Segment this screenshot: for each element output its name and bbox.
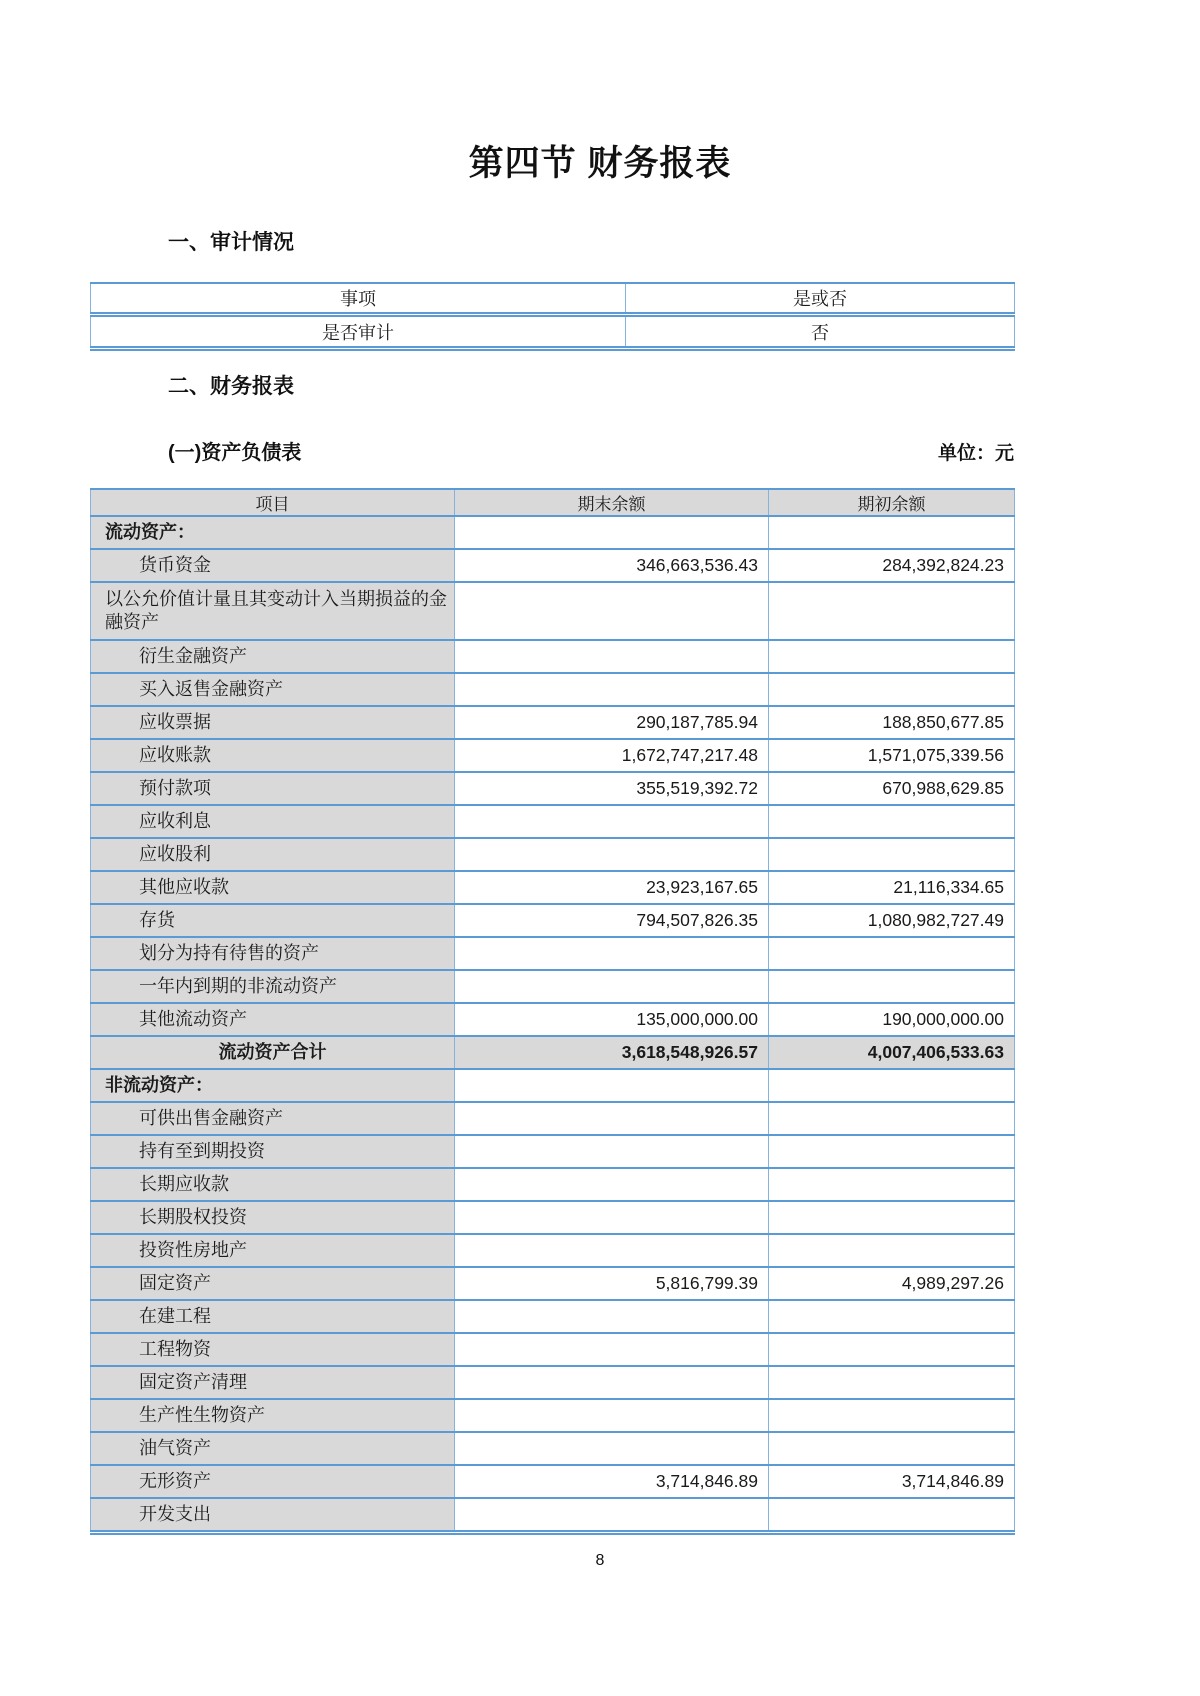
cell-ending-balance <box>455 838 769 871</box>
table-row <box>91 1498 1015 1533</box>
cell-ending-balance <box>455 1399 769 1432</box>
cell-ending-balance <box>455 1366 769 1399</box>
cell-ending-balance: 135,000,000.00 <box>455 1003 769 1036</box>
cell-ending-balance <box>455 673 769 706</box>
cell-item-label: 固定资产清理 <box>91 1366 455 1399</box>
table-row <box>91 673 1015 706</box>
cell-beginning-balance <box>769 970 1015 1003</box>
cell-item-label: 其他应收款 <box>91 871 455 904</box>
cell-item-label: 货币资金 <box>91 549 455 582</box>
cell-beginning-balance: 670,988,629.85 <box>769 772 1015 805</box>
cell-ending-balance: 5,816,799.39 <box>455 1267 769 1300</box>
table-row <box>91 1036 1015 1069</box>
table-row <box>91 1135 1015 1168</box>
cell-beginning-balance <box>769 1399 1015 1432</box>
cell-item-label: 固定资产 <box>91 1267 455 1300</box>
cell-ending-balance <box>455 970 769 1003</box>
table-row <box>91 772 1015 805</box>
cell-ending-balance <box>455 1102 769 1135</box>
cell-ending-balance <box>455 582 769 640</box>
cell-item-label: 流动资产： <box>91 516 455 549</box>
balance-sheet-header-row <box>91 489 1015 516</box>
cell-beginning-balance <box>769 1333 1015 1366</box>
col-header-beginning-balance: 期初余额 <box>769 489 1015 516</box>
table-row <box>91 1300 1015 1333</box>
cell-beginning-balance <box>769 673 1015 706</box>
cell-beginning-balance: 21,116,334.65 <box>769 871 1015 904</box>
page-title: 第四节 财务报表 <box>468 144 732 183</box>
cell-ending-balance <box>455 805 769 838</box>
table-row <box>91 1069 1015 1102</box>
audit-col-header-yesno: 是或否 <box>626 283 1015 315</box>
table-row <box>91 516 1015 549</box>
cell-ending-balance <box>455 1168 769 1201</box>
audit-cell-yesno: 否 <box>626 315 1015 349</box>
cell-item-label: 无形资产 <box>91 1465 455 1498</box>
table-row <box>91 904 1015 937</box>
table-row <box>91 1234 1015 1267</box>
table-row <box>91 549 1015 582</box>
cell-item-label: 开发支出 <box>91 1498 455 1533</box>
cell-beginning-balance <box>769 1234 1015 1267</box>
cell-ending-balance: 3,618,548,926.57 <box>455 1036 769 1069</box>
cell-beginning-balance <box>769 1201 1015 1234</box>
cell-ending-balance: 794,507,826.35 <box>455 904 769 937</box>
cell-beginning-balance <box>769 640 1015 673</box>
table-row <box>91 1333 1015 1366</box>
cell-item-label: 可供出售金融资产 <box>91 1102 455 1135</box>
table-row <box>91 1168 1015 1201</box>
cell-beginning-balance: 1,080,982,727.49 <box>769 904 1015 937</box>
cell-beginning-balance: 3,714,846.89 <box>769 1465 1015 1498</box>
col-header-item: 项目 <box>91 489 455 516</box>
cell-ending-balance: 290,187,785.94 <box>455 706 769 739</box>
table-row <box>91 739 1015 772</box>
cell-ending-balance <box>455 1333 769 1366</box>
cell-ending-balance <box>455 1234 769 1267</box>
cell-item-label: 划分为持有待售的资产 <box>91 937 455 970</box>
audit-data-row <box>91 315 1015 349</box>
cell-item-label: 以公允价值计量且其变动计入当期损益的金融资产 <box>91 582 455 640</box>
balance-sheet-subheading: (一)资产负债表 <box>168 442 302 464</box>
balance-sheet-table <box>90 488 1015 1535</box>
cell-beginning-balance <box>769 805 1015 838</box>
cell-beginning-balance: 1,571,075,339.56 <box>769 739 1015 772</box>
cell-beginning-balance <box>769 1135 1015 1168</box>
cell-beginning-balance: 284,392,824.23 <box>769 549 1015 582</box>
table-row <box>91 1465 1015 1498</box>
section-heading-audit: 一、审计情况 <box>168 231 294 254</box>
cell-beginning-balance <box>769 1069 1015 1102</box>
cell-item-label: 长期股权投资 <box>91 1201 455 1234</box>
cell-beginning-balance <box>769 937 1015 970</box>
cell-ending-balance: 355,519,392.72 <box>455 772 769 805</box>
cell-ending-balance <box>455 1498 769 1533</box>
cell-beginning-balance <box>769 1300 1015 1333</box>
cell-ending-balance <box>455 640 769 673</box>
table-row <box>91 1003 1015 1036</box>
cell-beginning-balance <box>769 1498 1015 1533</box>
cell-beginning-balance <box>769 582 1015 640</box>
cell-beginning-balance <box>769 1168 1015 1201</box>
cell-beginning-balance <box>769 1366 1015 1399</box>
cell-ending-balance <box>455 516 769 549</box>
cell-item-label: 其他流动资产 <box>91 1003 455 1036</box>
cell-item-label: 存货 <box>91 904 455 937</box>
cell-ending-balance: 1,672,747,217.48 <box>455 739 769 772</box>
cell-item-label: 持有至到期投资 <box>91 1135 455 1168</box>
cell-beginning-balance <box>769 838 1015 871</box>
table-row <box>91 937 1015 970</box>
cell-ending-balance: 23,923,167.65 <box>455 871 769 904</box>
cell-ending-balance <box>455 1135 769 1168</box>
table-row <box>91 805 1015 838</box>
cell-item-label: 预付款项 <box>91 772 455 805</box>
cell-ending-balance: 3,714,846.89 <box>455 1465 769 1498</box>
table-row <box>91 871 1015 904</box>
cell-beginning-balance <box>769 516 1015 549</box>
table-row <box>91 1102 1015 1135</box>
table-row <box>91 1432 1015 1465</box>
unit-label: 单位：元 <box>937 443 1014 464</box>
cell-beginning-balance <box>769 1432 1015 1465</box>
table-row <box>91 582 1015 640</box>
cell-item-label: 应收账款 <box>91 739 455 772</box>
cell-item-label: 衍生金融资产 <box>91 640 455 673</box>
section-heading-financial-statements: 二、财务报表 <box>168 375 294 398</box>
table-row <box>91 970 1015 1003</box>
cell-item-label: 应收利息 <box>91 805 455 838</box>
cell-ending-balance: 346,663,536.43 <box>455 549 769 582</box>
cell-item-label: 油气资产 <box>91 1432 455 1465</box>
cell-item-label: 非流动资产： <box>91 1069 455 1102</box>
audit-cell-item: 是否审计 <box>91 315 626 349</box>
cell-item-label: 长期应收款 <box>91 1168 455 1201</box>
balance-sheet-body <box>91 516 1015 1533</box>
cell-beginning-balance: 190,000,000.00 <box>769 1003 1015 1036</box>
table-row <box>91 1267 1015 1300</box>
table-row <box>91 1201 1015 1234</box>
table-row <box>91 838 1015 871</box>
cell-item-label: 应收票据 <box>91 706 455 739</box>
cell-ending-balance <box>455 1432 769 1465</box>
cell-item-label: 在建工程 <box>91 1300 455 1333</box>
cell-beginning-balance: 188,850,677.85 <box>769 706 1015 739</box>
cell-item-label: 投资性房地产 <box>91 1234 455 1267</box>
balance-sheet-caption-line <box>90 436 1014 465</box>
audit-header-row <box>91 283 1015 315</box>
cell-ending-balance <box>455 1300 769 1333</box>
cell-beginning-balance: 4,989,297.26 <box>769 1267 1015 1300</box>
table-row <box>91 706 1015 739</box>
cell-item-label: 应收股利 <box>91 838 455 871</box>
audit-col-header-item: 事项 <box>91 283 626 315</box>
cell-ending-balance <box>455 1201 769 1234</box>
cell-ending-balance <box>455 1069 769 1102</box>
cell-item-label: 一年内到期的非流动资产 <box>91 970 455 1003</box>
cell-item-label: 买入返售金融资产 <box>91 673 455 706</box>
cell-beginning-balance <box>769 1102 1015 1135</box>
cell-ending-balance <box>455 937 769 970</box>
col-header-ending-balance: 期末余额 <box>455 489 769 516</box>
page-number: 8 <box>595 1552 605 1569</box>
cell-beginning-balance: 4,007,406,533.63 <box>769 1036 1015 1069</box>
table-row <box>91 1399 1015 1432</box>
table-row <box>91 1366 1015 1399</box>
cell-item-label: 流动资产合计 <box>91 1036 455 1069</box>
cell-item-label: 生产性生物资产 <box>91 1399 455 1432</box>
table-row <box>91 640 1015 673</box>
cell-item-label: 工程物资 <box>91 1333 455 1366</box>
audit-table <box>90 282 1015 351</box>
